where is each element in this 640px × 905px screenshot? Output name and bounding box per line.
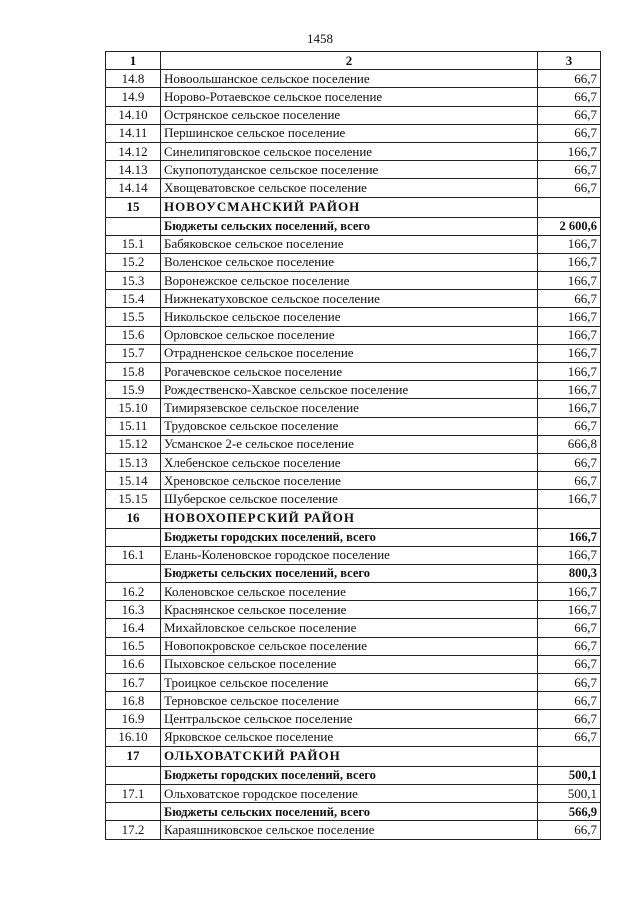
- row-name: Бабяковское сельское поселение: [161, 235, 538, 253]
- row-name: Караяшниковское сельское поселение: [161, 821, 538, 839]
- row-number: [106, 564, 161, 582]
- row-number: 15.7: [106, 344, 161, 362]
- table-row: [106, 70, 601, 88]
- row-value: 166,7: [538, 272, 601, 290]
- row-number: 14.8: [106, 70, 161, 88]
- row-value: 166,7: [538, 253, 601, 271]
- row-number: 16.1: [106, 546, 161, 564]
- row-number: 17: [106, 746, 161, 766]
- row-name: Новопокровское сельское поселение: [161, 637, 538, 655]
- row-number: 16.7: [106, 674, 161, 692]
- row-value: 166,7: [538, 490, 601, 508]
- row-value: 166,7: [538, 326, 601, 344]
- row-name: Центральское сельское поселение: [161, 710, 538, 728]
- table-row: [106, 728, 601, 746]
- row-value: 166,7: [538, 528, 601, 546]
- row-name: НОВОУСМАНСКИЙ РАЙОН: [161, 197, 538, 217]
- row-number: [106, 528, 161, 546]
- row-name: Усманское 2-е сельское поселение: [161, 435, 538, 453]
- row-name: Воленское сельское поселение: [161, 253, 538, 271]
- table-row: [106, 179, 601, 197]
- table-row: [106, 655, 601, 673]
- row-number: 15.2: [106, 253, 161, 271]
- row-name: Коленовское сельское поселение: [161, 583, 538, 601]
- row-name: Бюджеты городских поселений, всего: [161, 766, 538, 784]
- row-number: 16.9: [106, 710, 161, 728]
- table-row: [106, 490, 601, 508]
- table-row: [106, 710, 601, 728]
- row-number: 15.15: [106, 490, 161, 508]
- row-name: Першинское сельское поселение: [161, 124, 538, 142]
- row-value: 166,7: [538, 601, 601, 619]
- row-name: Михайловское сельское поселение: [161, 619, 538, 637]
- row-number: 16.3: [106, 601, 161, 619]
- total-row: [106, 217, 601, 235]
- row-name: Отрадненское сельское поселение: [161, 344, 538, 362]
- row-name: Бюджеты сельских поселений, всего: [161, 803, 538, 821]
- row-name: Скупопотуданское сельское поселение: [161, 161, 538, 179]
- row-name: Ольховатское городское поселение: [161, 784, 538, 802]
- row-name: Краснянское сельское поселение: [161, 601, 538, 619]
- row-value: 66,7: [538, 710, 601, 728]
- table-row: [106, 88, 601, 106]
- row-name: Бюджеты сельских поселений, всего: [161, 217, 538, 235]
- table-row: [106, 637, 601, 655]
- table-row: [106, 821, 601, 839]
- table-row: [106, 381, 601, 399]
- row-value: 66,7: [538, 179, 601, 197]
- row-value: 166,7: [538, 399, 601, 417]
- row-value: 166,7: [538, 308, 601, 326]
- table-header-row: [106, 52, 601, 70]
- row-value: 66,7: [538, 88, 601, 106]
- table-row: [106, 417, 601, 435]
- row-value: 2 600,6: [538, 217, 601, 235]
- row-number: 15.6: [106, 326, 161, 344]
- row-name: Бюджеты городских поселений, всего: [161, 528, 538, 546]
- table-row: [106, 290, 601, 308]
- row-value: [538, 746, 601, 766]
- row-number: 15.8: [106, 363, 161, 381]
- table-row: [106, 106, 601, 124]
- table-row: [106, 692, 601, 710]
- row-number: 15.5: [106, 308, 161, 326]
- row-number: 16.5: [106, 637, 161, 655]
- header-col-3: 3: [538, 52, 601, 70]
- row-value: 66,7: [538, 472, 601, 490]
- budget-table: [105, 51, 601, 840]
- table-row: [106, 583, 601, 601]
- row-number: 17.1: [106, 784, 161, 802]
- row-number: 16.4: [106, 619, 161, 637]
- row-number: 15.11: [106, 417, 161, 435]
- table-row: [106, 308, 601, 326]
- table-row: [106, 784, 601, 802]
- row-number: 14.9: [106, 88, 161, 106]
- row-name: Терновское сельское поселение: [161, 692, 538, 710]
- header-col-2: 2: [161, 52, 538, 70]
- row-value: 66,7: [538, 674, 601, 692]
- row-name: Новоольшанское сельское поселение: [161, 70, 538, 88]
- row-value: 66,7: [538, 161, 601, 179]
- row-number: [106, 217, 161, 235]
- table-row: [106, 546, 601, 564]
- row-number: 17.2: [106, 821, 161, 839]
- row-value: 66,7: [538, 637, 601, 655]
- row-number: 15.14: [106, 472, 161, 490]
- row-value: 166,7: [538, 546, 601, 564]
- row-value: 66,7: [538, 655, 601, 673]
- row-number: 15: [106, 197, 161, 217]
- row-value: 66,7: [538, 692, 601, 710]
- page-number: 1458: [307, 31, 333, 46]
- table-row: [106, 344, 601, 362]
- table-row: [106, 272, 601, 290]
- row-name: Рождественско-Хавское сельское поселение: [161, 381, 538, 399]
- row-number: 14.10: [106, 106, 161, 124]
- row-value: 666,8: [538, 435, 601, 453]
- table-row: [106, 453, 601, 471]
- table-row: [106, 142, 601, 160]
- row-number: 15.10: [106, 399, 161, 417]
- row-value: 800,3: [538, 564, 601, 582]
- row-value: 166,7: [538, 142, 601, 160]
- district-row: [106, 197, 601, 217]
- row-name: Бюджеты сельских поселений, всего: [161, 564, 538, 582]
- row-name: Хреновское сельское поселение: [161, 472, 538, 490]
- row-value: 66,7: [538, 290, 601, 308]
- row-number: [106, 766, 161, 784]
- row-value: 66,7: [538, 821, 601, 839]
- table-row: [106, 161, 601, 179]
- total-row: [106, 564, 601, 582]
- row-number: 15.4: [106, 290, 161, 308]
- row-name: Пыховское сельское поселение: [161, 655, 538, 673]
- table-row: [106, 399, 601, 417]
- row-name: НОВОХОПЕРСКИЙ РАЙОН: [161, 508, 538, 528]
- table-row: [106, 253, 601, 271]
- table-row: [106, 472, 601, 490]
- row-name: Синелипяговское сельское поселение: [161, 142, 538, 160]
- total-row: [106, 803, 601, 821]
- row-value: 166,7: [538, 235, 601, 253]
- row-name: Хвощеватовское сельское поселение: [161, 179, 538, 197]
- row-number: 15.13: [106, 453, 161, 471]
- row-value: 166,7: [538, 363, 601, 381]
- district-row: [106, 746, 601, 766]
- row-number: 16: [106, 508, 161, 528]
- row-value: 66,7: [538, 124, 601, 142]
- row-value: [538, 508, 601, 528]
- table-row: [106, 619, 601, 637]
- row-number: 15.9: [106, 381, 161, 399]
- row-value: 500,1: [538, 766, 601, 784]
- row-number: 14.13: [106, 161, 161, 179]
- total-row: [106, 528, 601, 546]
- row-number: 14.11: [106, 124, 161, 142]
- row-value: 500,1: [538, 784, 601, 802]
- row-value: 166,7: [538, 583, 601, 601]
- row-number: 16.6: [106, 655, 161, 673]
- row-name: Шуберское сельское поселение: [161, 490, 538, 508]
- row-name: Нижнекатуховское сельское поселение: [161, 290, 538, 308]
- row-value: [538, 197, 601, 217]
- row-value: 66,7: [538, 417, 601, 435]
- row-number: 16.10: [106, 728, 161, 746]
- row-number: [106, 803, 161, 821]
- row-value: 66,7: [538, 106, 601, 124]
- row-name: Троицкое сельское поселение: [161, 674, 538, 692]
- row-number: 15.3: [106, 272, 161, 290]
- row-number: 15.12: [106, 435, 161, 453]
- table-row: [106, 435, 601, 453]
- table-row: [106, 674, 601, 692]
- row-name: Хлебенское сельское поселение: [161, 453, 538, 471]
- row-name: Елань-Коленовское городское поселение: [161, 546, 538, 564]
- row-number: 16.2: [106, 583, 161, 601]
- row-number: 16.8: [106, 692, 161, 710]
- row-value: 66,7: [538, 619, 601, 637]
- table-row: [106, 363, 601, 381]
- row-value: 566,9: [538, 803, 601, 821]
- row-number: 14.12: [106, 142, 161, 160]
- total-row: [106, 766, 601, 784]
- row-number: 15.1: [106, 235, 161, 253]
- row-name: Рогачевское сельское поселение: [161, 363, 538, 381]
- row-name: Норово-Ротаевское сельское поселение: [161, 88, 538, 106]
- table-row: [106, 601, 601, 619]
- table-row: [106, 235, 601, 253]
- row-value: 66,7: [538, 728, 601, 746]
- district-row: [106, 508, 601, 528]
- row-value: 66,7: [538, 70, 601, 88]
- row-name: ОЛЬХОВАТСКИЙ РАЙОН: [161, 746, 538, 766]
- row-name: Трудовское сельское поселение: [161, 417, 538, 435]
- header-col-1: 1: [106, 52, 161, 70]
- row-value: 66,7: [538, 453, 601, 471]
- row-name: Никольское сельское поселение: [161, 308, 538, 326]
- row-number: 14.14: [106, 179, 161, 197]
- row-value: 166,7: [538, 344, 601, 362]
- table-row: [106, 124, 601, 142]
- row-name: Ярковское сельское поселение: [161, 728, 538, 746]
- row-name: Орловское сельское поселение: [161, 326, 538, 344]
- row-name: Тимирязевское сельское поселение: [161, 399, 538, 417]
- row-name: Воронежское сельское поселение: [161, 272, 538, 290]
- row-value: 166,7: [538, 381, 601, 399]
- row-name: Острянское сельское поселение: [161, 106, 538, 124]
- table-row: [106, 326, 601, 344]
